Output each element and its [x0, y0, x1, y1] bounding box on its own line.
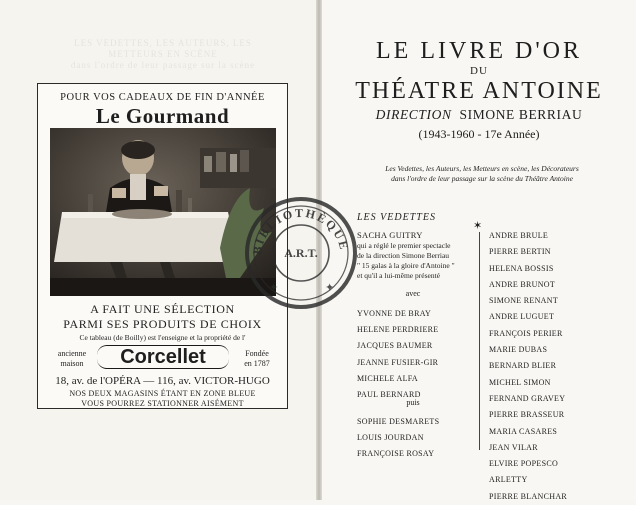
list-item: ANDRE LUGUET [489, 312, 555, 322]
list-item: JEANNE FUSIER-GIR [357, 357, 439, 367]
list-item: ANDRE BRULE [489, 231, 549, 240]
list-item: MARIE DUBAS [489, 345, 548, 355]
puis-names-list [357, 414, 439, 463]
list-item: ARLETTY [489, 475, 528, 485]
list-item: MICHEL SIMON [489, 377, 551, 387]
library-stamp [241, 193, 361, 313]
direction-line [322, 107, 636, 123]
ad-brand-title: Le Gourmand [95, 104, 230, 128]
puis-label: puis [406, 398, 420, 407]
list-item: PIERRE BLANCHAR [489, 491, 568, 501]
ad-address: 18, av. de l'OPÉRA — 116, av. VICTOR-HUGO [55, 375, 270, 387]
list-item: PIERRE BRASSEUR [489, 410, 565, 420]
list-item: HELENA BOSSIS [489, 263, 554, 273]
list-item: ELVIRE POPESCO [489, 459, 559, 469]
director-name: SIMONE BERRIAU [459, 107, 583, 122]
first-star-note: qui a réglé le premier spectacle de la direction Simone Berriau " 15 galas à la gloire d'Antoine " et qu'il a lui-même présenté [357, 241, 455, 280]
ad-selection-line-2: PARMI SES PRODUITS DE CHOIX [63, 317, 262, 331]
years-line: (1943-1960 - 17e Année) [418, 127, 540, 141]
book-title-du: DU [470, 65, 488, 77]
list-item: JEAN VILAR [489, 442, 538, 452]
list-item: SIMONE RENANT [489, 296, 559, 306]
list-item: SOPHIE DESMARETS [357, 417, 440, 426]
stamp-star-icon: ✦ [269, 282, 279, 294]
list-item: LOUIS JOURDAN [357, 433, 424, 443]
avec-names-list [357, 306, 438, 403]
list-item: PAUL BERNARD [357, 390, 421, 400]
ad-painting-note: Ce tableau (de Boilly) est l'enseigne et la propriété de l' [79, 333, 246, 342]
ad-top-line: POUR VOS CADEAUX DE FIN D'ANNÉE [60, 92, 265, 103]
column-divider [479, 232, 480, 450]
book-title-line-1: LE LIVRE D'OR [376, 38, 582, 64]
corcellet-logo: Corcellet [97, 345, 229, 369]
list-item: ANDRE BRUNOT [489, 279, 556, 289]
ad-ancienne-maison: ancienne maison [57, 349, 87, 368]
list-item: FRANÇOISE ROSAY [357, 449, 435, 459]
book-title-line-2: THÉATRE ANTOINE [355, 78, 603, 104]
bleed-through-text: LES VEDETTES, LES AUTEURS, LES METTEURS EN SCÈNE dans l'ordre de leur passage sur la scène [70, 38, 256, 70]
list-item: YVONNE DE BRAY [357, 309, 432, 318]
list-item: HELENE PERDRIERE [357, 325, 439, 335]
right-column-names-list [489, 228, 567, 505]
first-star-name: SACHA GUITRY [357, 230, 423, 240]
ad-fondee: Fondée en 1787 [244, 349, 270, 368]
star-ornament-icon: ✶ [473, 220, 483, 232]
list-item: JACQUES BAUMER [357, 341, 433, 351]
ad-footer-line-2: VOUS POURREZ STATIONNER AISÉMENT [81, 399, 244, 408]
stamp-center-text: A.R.T. [284, 246, 318, 260]
list-item: MICHELE ALFA [357, 373, 419, 383]
ad-selection-line-1: A FAIT UNE SÉLECTION [90, 302, 235, 316]
vedettes-heading: LES VEDETTES [357, 212, 436, 223]
ad-footer-line-1: NOS DEUX MAGASINS ÉTANT EN ZONE BLEUE [69, 389, 256, 398]
list-item: BERNARD BLIER [489, 361, 557, 371]
list-item: MARIA CASARES [489, 426, 558, 436]
intro-text: Les Vedettes, les Auteurs, les Metteurs en scène, les Décorateurs dans l'ordre de leur passage sur la scène du Théâtre Antoine [385, 164, 579, 183]
stamp-star-icon: ✦ [325, 282, 335, 294]
list-item: FRANÇOIS PERIER [489, 328, 563, 338]
library-stamp-icon [241, 193, 361, 313]
ad-shop-row [52, 345, 277, 371]
list-item: PIERRE BERTIN [489, 247, 551, 257]
direction-label: DIRECTION [375, 107, 452, 122]
stamp-arc-text: BIBLIOTHÈQUE [249, 205, 352, 256]
list-item: FERNAND GRAVEY [489, 393, 566, 403]
avec-label: avec [405, 289, 421, 298]
